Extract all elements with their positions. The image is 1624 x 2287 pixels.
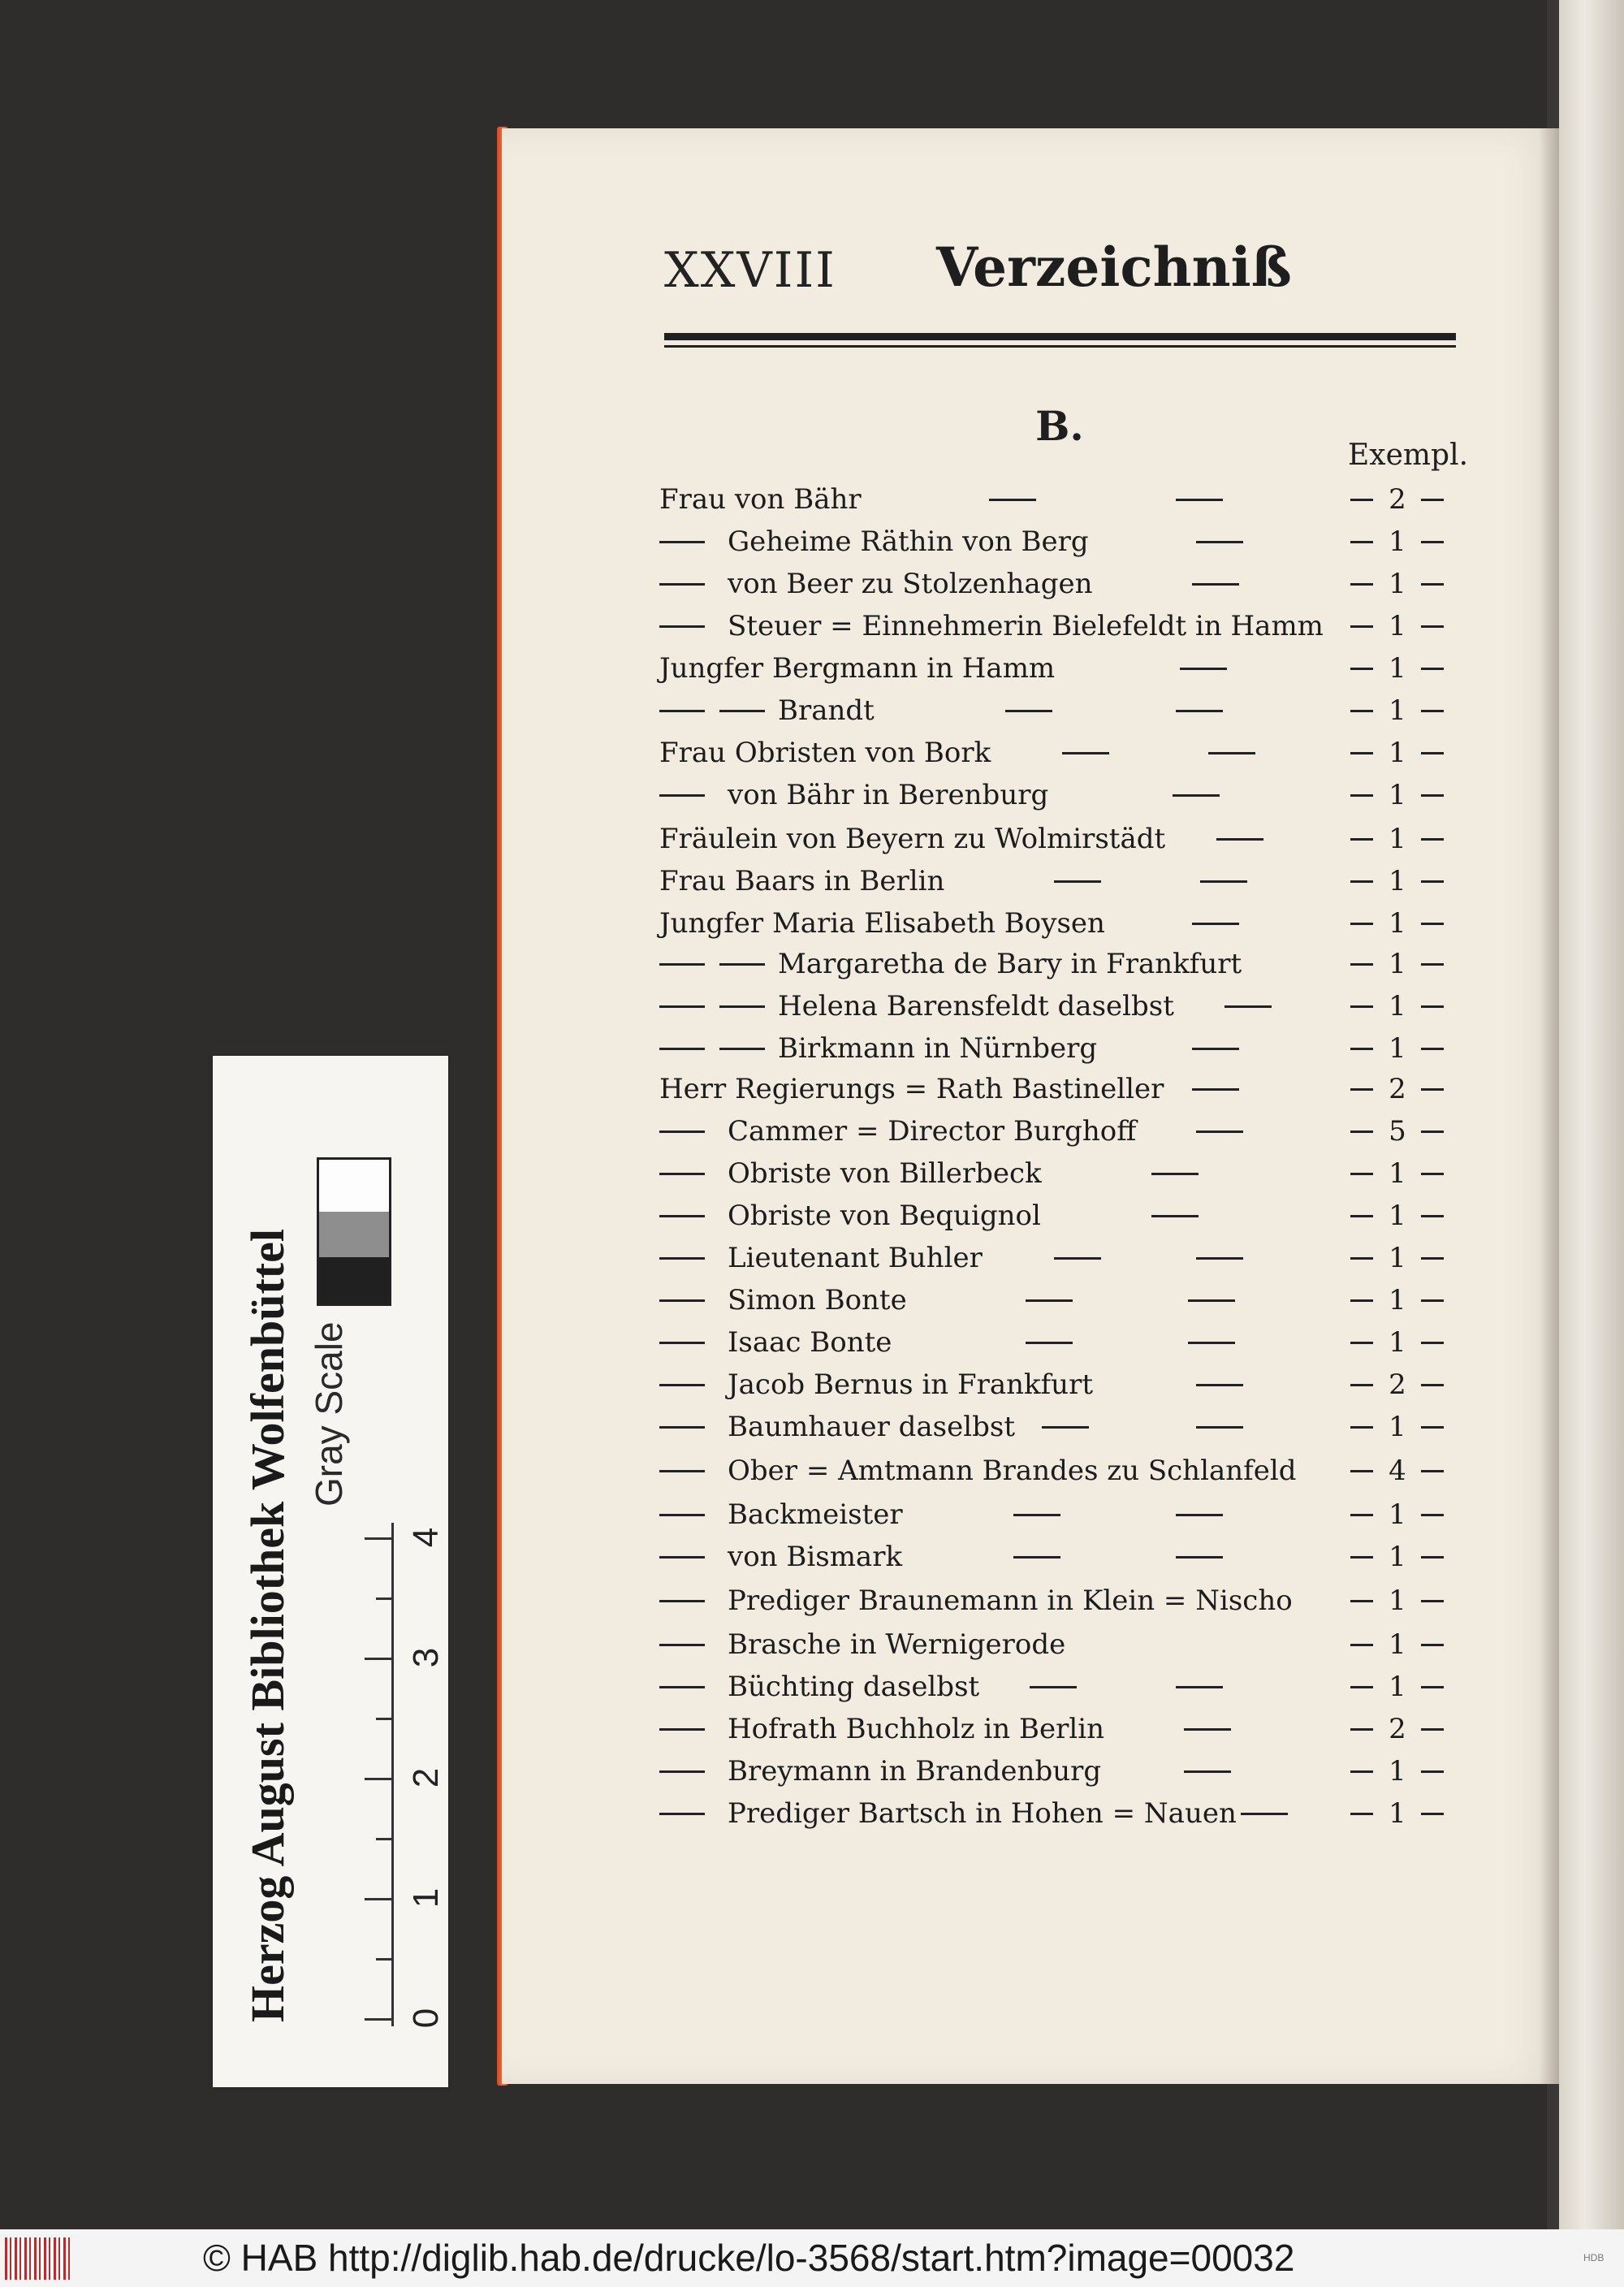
copies-count: 2: [1389, 483, 1406, 516]
list-item: [656, 479, 1460, 520]
ruler-number: 3: [406, 1647, 446, 1668]
page-gutter-shadow: [1539, 128, 1559, 2084]
ditto-dash: [719, 710, 765, 712]
list-item: [656, 1111, 1460, 1152]
count-dash-left: [1350, 1644, 1373, 1646]
filler-dash: [1200, 880, 1247, 883]
gray-swatch-black: [317, 1257, 391, 1306]
count-dash-left: [1350, 1215, 1373, 1217]
filler-dash: [1192, 923, 1239, 925]
filler-dash: [1184, 1770, 1231, 1773]
ditto-dash: [659, 1215, 705, 1217]
ditto-dash: [659, 963, 705, 966]
filler-dash: [1030, 1686, 1077, 1688]
count-dash-left: [1350, 880, 1373, 883]
copies-count: 1: [1389, 1628, 1406, 1661]
count-dash-left: [1350, 838, 1373, 841]
ditto-dash: [659, 1686, 705, 1688]
filler-dash: [1176, 710, 1223, 712]
count-dash-right: [1421, 1728, 1444, 1731]
ditto-dash: [659, 625, 705, 628]
list-item: [656, 775, 1460, 815]
count-dash-left: [1350, 794, 1373, 797]
list-item: [656, 648, 1460, 689]
list-item: [656, 986, 1460, 1027]
count-dash-left: [1350, 625, 1373, 628]
ditto-dash: [659, 1514, 705, 1516]
list-item: [656, 1153, 1460, 1194]
count-dash-right: [1421, 668, 1444, 670]
header-rule-thin: [664, 345, 1456, 348]
subscriber-name: Brandt: [778, 694, 875, 727]
copies-count: 1: [1389, 1755, 1406, 1788]
list-item: [656, 1450, 1460, 1491]
filler-dash: [1196, 1131, 1243, 1133]
list-item: [656, 1028, 1460, 1069]
subscriber-name: Baumhauer daselbst: [728, 1411, 1015, 1443]
count-dash-right: [1421, 541, 1444, 543]
ruler-tick: [365, 1898, 394, 1900]
ruler-number: 1: [406, 1887, 446, 1909]
list-item: [656, 944, 1460, 984]
count-dash-left: [1350, 668, 1373, 670]
ruler-number: 4: [406, 1527, 446, 1548]
ditto-dash: [659, 1342, 705, 1344]
copies-count: 1: [1389, 652, 1406, 685]
filler-dash: [989, 499, 1036, 501]
list-item: [656, 1407, 1460, 1447]
count-dash-left: [1350, 1173, 1373, 1175]
ruler-tick: [365, 1658, 394, 1660]
count-dash-right: [1421, 1644, 1444, 1646]
ruler-tick: [376, 1718, 394, 1720]
subscriber-name: Steuer = Einnehmerin Bielefeldt in Hamm: [728, 610, 1324, 642]
count-dash-left: [1350, 499, 1373, 501]
subscriber-name: Geheime Räthin von Berg: [728, 525, 1089, 558]
copies-count: 1: [1389, 865, 1406, 897]
filler-dash: [1176, 1514, 1223, 1516]
list-item: [656, 1580, 1460, 1621]
subscriber-name: Lieutenant Buhler: [728, 1242, 983, 1274]
list-item: [656, 521, 1460, 562]
ditto-dash: [659, 1173, 705, 1175]
list-item: [656, 690, 1460, 731]
filler-dash: [1180, 668, 1227, 670]
ditto-dash: [659, 1426, 705, 1429]
count-dash-right: [1421, 1215, 1444, 1217]
filler-dash: [1054, 1257, 1101, 1260]
count-dash-right: [1421, 794, 1444, 797]
list-item: [656, 733, 1460, 773]
subscriber-name: Prediger Braunemann in Klein = Nischo: [728, 1584, 1293, 1617]
list-item: [656, 1364, 1460, 1405]
list-item: [656, 819, 1460, 859]
copies-count: 5: [1389, 1115, 1406, 1148]
filler-dash: [1188, 1299, 1235, 1302]
subscriber-name: Simon Bonte: [728, 1284, 907, 1316]
list-item: [656, 564, 1460, 604]
count-dash-left: [1350, 1131, 1373, 1133]
copies-count: 2: [1389, 1368, 1406, 1401]
ruler-tick: [365, 1537, 394, 1540]
count-dash-right: [1421, 1088, 1444, 1091]
filler-dash: [1151, 1173, 1199, 1175]
copies-count: 1: [1389, 525, 1406, 558]
ditto-dash: [659, 541, 705, 543]
filler-dash: [1054, 880, 1101, 883]
list-item: [656, 1751, 1460, 1792]
filler-dash: [1026, 1299, 1073, 1302]
institution-label: Herzog August Bibliothek Wolfenbüttel: [241, 1229, 294, 2022]
count-dash-left: [1350, 1813, 1373, 1815]
count-dash-left: [1350, 1005, 1373, 1008]
footer-mark: HDB: [1583, 2252, 1605, 2263]
ditto-dash: [659, 1644, 705, 1646]
subscriber-name: Birkmann in Nürnberg: [778, 1032, 1098, 1065]
count-dash-left: [1350, 1728, 1373, 1731]
count-dash-right: [1421, 583, 1444, 586]
ditto-dash: [659, 1600, 705, 1602]
count-dash-right: [1421, 1173, 1444, 1175]
page-header: [664, 236, 1456, 309]
ditto-dash: [659, 1005, 705, 1008]
filler-dash: [1062, 752, 1109, 754]
list-item: [656, 1667, 1460, 1707]
list-item: [656, 1624, 1460, 1665]
subscriber-name: Obriste von Bequignol: [728, 1200, 1041, 1232]
copies-count: 2: [1389, 1073, 1406, 1105]
count-dash-left: [1350, 923, 1373, 925]
copies-count: 1: [1389, 568, 1406, 600]
filler-dash: [1192, 1048, 1239, 1050]
ditto-dash: [659, 1470, 705, 1472]
copies-count: 1: [1389, 610, 1406, 642]
subscriber-name: Herr Regierungs = Rath Bastineller: [659, 1073, 1164, 1105]
list-item: [656, 1280, 1460, 1321]
filler-dash: [1224, 1005, 1272, 1008]
subscriber-name: Breymann in Brandenburg: [728, 1755, 1102, 1788]
filler-dash: [1196, 1257, 1243, 1260]
count-dash-right: [1421, 838, 1444, 841]
copies-count: 1: [1389, 694, 1406, 727]
ditto-dash: [659, 794, 705, 797]
subscriber-name: Fräulein von Beyern zu Wolmirstädt: [659, 823, 1166, 855]
copies-count: 1: [1389, 1671, 1406, 1703]
ruler-tick: [376, 1597, 394, 1600]
filler-dash: [1176, 1556, 1223, 1559]
filler-dash: [1173, 794, 1220, 797]
count-dash-right: [1421, 1813, 1444, 1815]
ditto-dash: [659, 1299, 705, 1302]
copies-count: 1: [1389, 779, 1406, 811]
copies-count: 2: [1389, 1713, 1406, 1745]
running-title: Verzeichniß: [936, 236, 1292, 299]
count-dash-right: [1421, 710, 1444, 712]
ditto-dash: [659, 1048, 705, 1050]
list-item: [656, 1195, 1460, 1236]
ruler-tick: [376, 1958, 394, 1961]
subscriber-name: Isaac Bonte: [728, 1326, 892, 1359]
filler-dash: [1192, 1088, 1239, 1091]
list-item: [656, 903, 1460, 944]
section-letter: B.: [1035, 402, 1084, 450]
count-dash-right: [1421, 625, 1444, 628]
filler-dash: [1013, 1514, 1060, 1516]
subscriber-name: Ober = Amtmann Brandes zu Schlanfeld: [728, 1455, 1297, 1487]
list-item: [656, 606, 1460, 646]
ruler-tick: [365, 2018, 394, 2021]
filler-dash: [1005, 710, 1052, 712]
count-dash-right: [1421, 923, 1444, 925]
subscriber-name: von Beer zu Stolzenhagen: [728, 568, 1093, 600]
ruler-number: 2: [406, 1767, 446, 1788]
subscriber-name: Hofrath Buchholz in Berlin: [728, 1713, 1104, 1745]
ditto-dash: [659, 583, 705, 586]
subscriber-name: Obriste von Billerbeck: [728, 1157, 1042, 1190]
count-dash-left: [1350, 1770, 1373, 1773]
page-number: XXVIII: [664, 242, 836, 299]
filler-dash: [1241, 1813, 1288, 1815]
ditto-dash: [659, 1384, 705, 1386]
count-dash-left: [1350, 710, 1373, 712]
ditto-dash: [659, 1131, 705, 1133]
count-dash-right: [1421, 1770, 1444, 1773]
hab-logo-icon: [5, 2237, 70, 2280]
copies-count: 1: [1389, 1242, 1406, 1274]
count-dash-right: [1421, 1257, 1444, 1260]
ditto-dash: [719, 963, 765, 966]
count-dash-left: [1350, 583, 1373, 586]
gray-swatch-gray: [317, 1212, 391, 1259]
ruler-tick: [376, 1838, 394, 1840]
copies-count: 1: [1389, 1584, 1406, 1617]
count-dash-left: [1350, 1384, 1373, 1386]
count-dash-right: [1421, 1299, 1444, 1302]
copies-count: 1: [1389, 1200, 1406, 1232]
count-dash-left: [1350, 1088, 1373, 1091]
count-dash-left: [1350, 1299, 1373, 1302]
list-item: [656, 1069, 1460, 1109]
filler-dash: [1192, 583, 1239, 586]
filler-dash: [1196, 541, 1243, 543]
subscriber-name: Frau Obristen von Bork: [659, 737, 991, 769]
subscriber-name: Backmeister: [728, 1498, 903, 1531]
subscriber-name: Frau von Bähr: [659, 483, 862, 516]
copies-count: 1: [1389, 1032, 1406, 1065]
count-dash-left: [1350, 1514, 1373, 1516]
header-rule-thick: [664, 333, 1456, 340]
count-dash-right: [1421, 1600, 1444, 1602]
ditto-dash: [659, 710, 705, 712]
subscriber-name: Helena Barensfeldt daselbst: [778, 990, 1174, 1022]
count-dash-left: [1350, 1342, 1373, 1344]
filler-dash: [1026, 1342, 1073, 1344]
count-dash-left: [1350, 1686, 1373, 1688]
subscriber-name: von Bähr in Berenburg: [728, 779, 1049, 811]
subscriber-name: Margaretha de Bary in Frankfurt: [778, 948, 1242, 980]
copies-count: 1: [1389, 990, 1406, 1022]
count-dash-left: [1350, 541, 1373, 543]
list-item: [656, 861, 1460, 901]
list-item: [656, 1793, 1460, 1834]
count-dash-right: [1421, 1686, 1444, 1688]
subscriber-name: von Bismark: [728, 1541, 903, 1573]
copies-count: 1: [1389, 907, 1406, 940]
copies-count: 4: [1389, 1455, 1406, 1487]
list-item: [656, 1238, 1460, 1278]
count-dash-right: [1421, 1470, 1444, 1472]
filler-dash: [1196, 1384, 1243, 1386]
copies-count: 1: [1389, 1157, 1406, 1190]
count-dash-left: [1350, 1426, 1373, 1429]
copies-column-header: Exempl.: [1348, 439, 1469, 472]
count-dash-left: [1350, 1556, 1373, 1559]
footer-copyright: © HAB http://diglib.hab.de/drucke/lo-3568/start.htm?image=00032: [203, 2237, 1295, 2279]
count-dash-left: [1350, 1257, 1373, 1260]
subscriber-name: Brasche in Wernigerode: [728, 1628, 1066, 1661]
count-dash-right: [1421, 963, 1444, 966]
list-item: [656, 1537, 1460, 1577]
subscriber-name: Prediger Bartsch in Hohen = Nauen: [728, 1797, 1237, 1830]
copies-count: 1: [1389, 1498, 1406, 1531]
ditto-dash: [659, 1813, 705, 1815]
count-dash-right: [1421, 1342, 1444, 1344]
ditto-dash: [659, 1556, 705, 1559]
count-dash-right: [1421, 1514, 1444, 1516]
list-item: [656, 1322, 1460, 1363]
copies-count: 1: [1389, 823, 1406, 855]
gray-swatch-white: [317, 1157, 391, 1214]
adjacent-page-edge: [1559, 0, 1624, 2229]
filler-dash: [1196, 1426, 1243, 1429]
subscriber-name: Jacob Bernus in Frankfurt: [728, 1368, 1093, 1401]
copies-count: 1: [1389, 1284, 1406, 1316]
count-dash-right: [1421, 752, 1444, 754]
copies-count: 1: [1389, 1541, 1406, 1573]
copies-count: 1: [1389, 1411, 1406, 1443]
filler-dash: [1176, 499, 1223, 501]
count-dash-right: [1421, 1005, 1444, 1008]
filler-dash: [1208, 752, 1255, 754]
count-dash-right: [1421, 880, 1444, 883]
ditto-dash: [659, 1728, 705, 1731]
filler-dash: [1184, 1728, 1231, 1731]
count-dash-left: [1350, 752, 1373, 754]
ditto-dash: [719, 1005, 765, 1008]
gray-scale-label: Gray Scale: [308, 1321, 350, 1507]
subscriber-name: Cammer = Director Burghoff: [728, 1115, 1137, 1148]
ruler-number: 0: [406, 2008, 446, 2029]
ditto-dash: [659, 1770, 705, 1773]
filler-dash: [1042, 1426, 1089, 1429]
list-item: [656, 1709, 1460, 1749]
count-dash-left: [1350, 1600, 1373, 1602]
count-dash-right: [1421, 499, 1444, 501]
ruler-tick: [365, 1778, 394, 1780]
subscriber-name: Frau Baars in Berlin: [659, 865, 945, 897]
copies-count: 1: [1389, 948, 1406, 980]
count-dash-right: [1421, 1426, 1444, 1429]
filler-dash: [1188, 1342, 1235, 1344]
count-dash-right: [1421, 1048, 1444, 1050]
copies-count: 1: [1389, 1326, 1406, 1359]
count-dash-left: [1350, 963, 1373, 966]
ditto-dash: [719, 1048, 765, 1050]
filler-dash: [1013, 1556, 1060, 1559]
count-dash-right: [1421, 1131, 1444, 1133]
filler-dash: [1151, 1215, 1199, 1217]
count-dash-left: [1350, 1470, 1373, 1472]
filler-dash: [1176, 1686, 1223, 1688]
copies-count: 1: [1389, 1797, 1406, 1830]
subscriber-name: Jungfer Bergmann in Hamm: [659, 652, 1056, 685]
list-item: [656, 1494, 1460, 1535]
count-dash-left: [1350, 1048, 1373, 1050]
filler-dash: [1216, 838, 1263, 841]
copies-count: 1: [1389, 737, 1406, 769]
subscriber-name: Jungfer Maria Elisabeth Boysen: [659, 907, 1105, 940]
ditto-dash: [659, 1257, 705, 1260]
subscriber-name: Büchting daselbst: [728, 1671, 980, 1703]
count-dash-right: [1421, 1556, 1444, 1559]
count-dash-right: [1421, 1384, 1444, 1386]
footer-bar: [0, 2229, 1624, 2287]
